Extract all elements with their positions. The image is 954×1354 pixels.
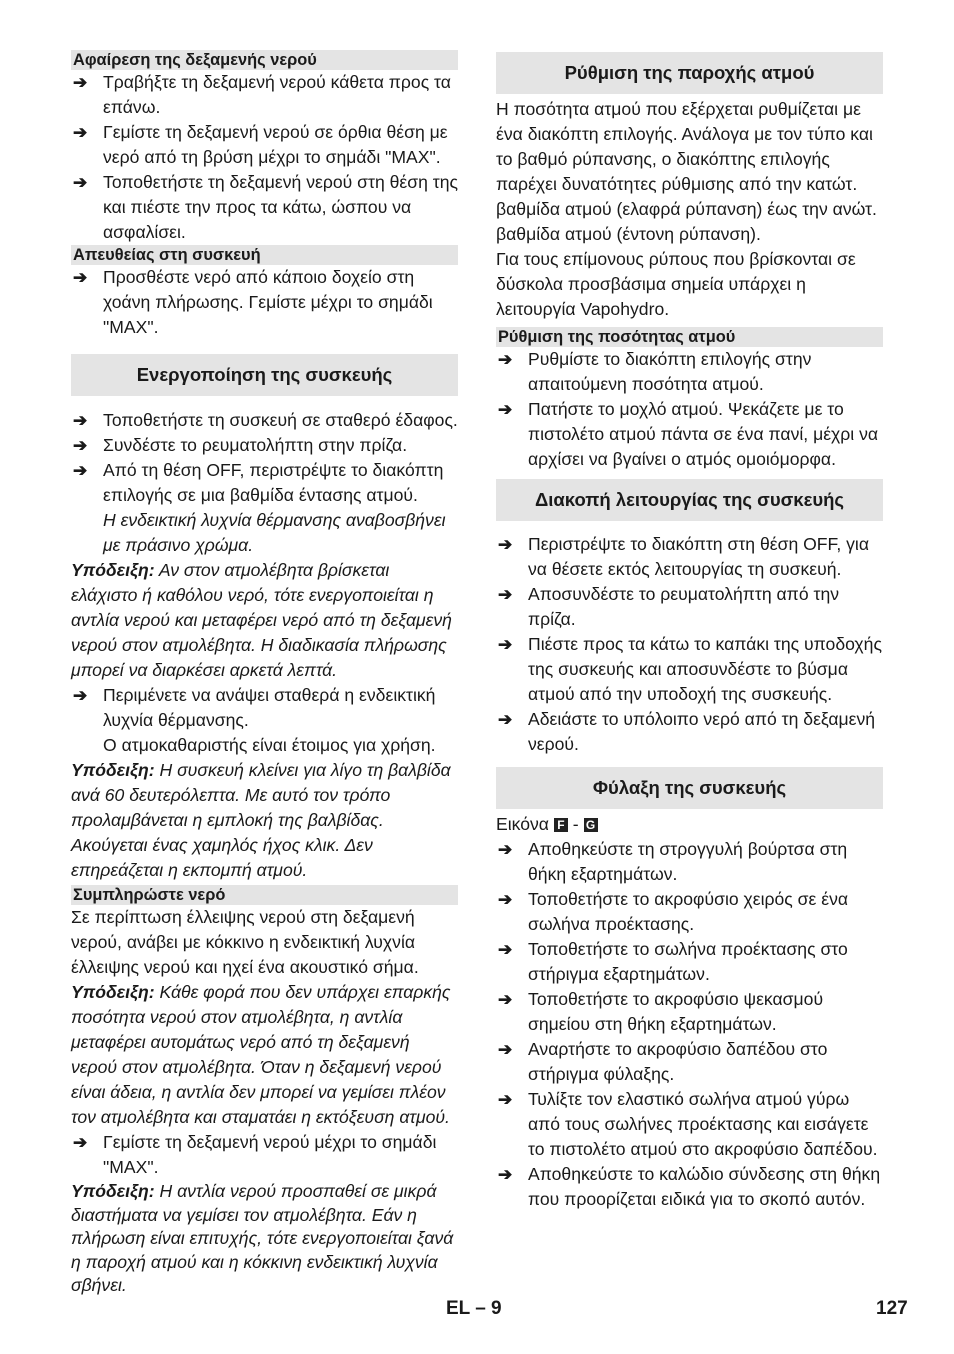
storage-heading: Φύλαξη της συσκευής: [496, 767, 883, 809]
list-item: ➔ Αποθηκεύστε το καλώδιο σύνδεσης στη θήκη που προορίζεται ειδικά για το σκοπό αυτόν.: [498, 1164, 881, 1209]
steam-text-2: Για τους επίμονους ρύπους που βρίσκονται σε δύσκολα προσβάσιμα σημεία υπάρχει η λειτουργία Vapohydro.: [496, 249, 856, 319]
arrow-right-icon: ➔: [498, 990, 513, 1009]
arrow-right-icon: ➔: [498, 840, 513, 859]
list-item: ➔ Περιστρέψτε το διακόπτη στη θέση OFF, για να θέσετε εκτός λειτουργίας τη συσκευή.: [498, 534, 869, 579]
steam-text: Η ποσότητα ατμού που εξέρχεται ρυθμίζεται με ένα διακόπτη επιλογής. Ανάλογα με τον τύπο και το βαθμό ρύπανσης, ο διακόπτης επιλογής παρέχει δυνατότητες ρύθμισης από την κατώτ. βαθμίδα ατμού (ελαφρά ρύπανση) έως την ανώτ. βαθμίδα ατμού (έντονη ρύπανση).: [496, 99, 877, 244]
page-number: 127: [876, 1298, 908, 1319]
arrow-right-icon: ➔: [73, 436, 88, 455]
note-paragraph: Υπόδειξη: Η αντλία νερού προσπαθεί σε μικρά διαστήματα να γεμίσει τον ατμολέβητα. Εάν η πλήρωση είναι επιτυχής, τότε ενεργοποιείται ξανά η παροχή ατμού και η κόκκινη ενδεικτική λυχνία σβήνει.: [71, 1181, 454, 1295]
list-item: ➔ Γεμίστε τη δεξαμενή νερού μέχρι το σημάδι "MAX".: [73, 1132, 437, 1177]
arrow-right-icon: ➔: [73, 73, 88, 92]
arrow-right-icon: ➔: [73, 173, 88, 192]
list-item: ➔ Από τη θέση OFF, περιστρέψτε το διακόπτη επιλογής σε μια βαθμίδα έντασης ατμού.: [73, 460, 444, 505]
list-item: ➔ Περιμένετε να ανάψει σταθερά η ενδεικτική λυχνία θέρμανσης.: [73, 685, 436, 730]
list-item: ➔ Πιέστε προς τα κάτω το καπάκι της υποδοχής της συσκευής και αποσυνδέστε το βύσμα ατμού από την υποδοχή της συσκευής.: [498, 634, 882, 704]
note-paragraph: Υπόδειξη: Κάθε φορά που δεν υπάρχει επαρκής ποσότητα νερού στον ατμολέβητα, η αντλία μεταφέρει αυτομάτως νερό από τη δεξαμενή νερού στον ατμολέβητα. Όταν η δεξαμενή νερού είναι άδεια, η αντλία δεν μπορεί να γεμίσει πλέον τον ατμολέβητα και σταματάει η εκτόξευση ατμού.: [71, 982, 451, 1127]
list-item: ➔ Τοποθετήστε το ακροφύσιο χειρός σε ένα σωλήνα προέκτασης.: [498, 889, 849, 934]
direct-heading: Απευθείας στη συσκευή: [71, 245, 458, 265]
arrow-right-icon: ➔: [498, 710, 513, 729]
arrow-right-icon: ➔: [498, 940, 513, 959]
power-on-heading: Ενεργοποίηση της συσκευής: [71, 354, 458, 396]
note-paragraph: Υπόδειξη: Η συσκευή κλείνει για λίγο τη βαλβίδα ανά 60 δευτερόλεπτα. Με αυτό τον τρόπο προλαμβάνεται η εμπλοκή της βαλβίδας. Ακούγεται ένας χαμηλός ήχος κλικ. Δεν επηρεάζεται η εκπομπή ατμού.: [71, 760, 451, 880]
refill-heading: Συμπληρώστε νερό: [71, 885, 458, 905]
list-item: ➔ Ρυθμίστε το διακόπτη επιλογής στην απαιτούμενη ποσότητα ατμού.: [498, 349, 812, 394]
figure-reference: Εικόνα F - G: [496, 812, 883, 837]
remove-tank-heading: Αφαίρεση της δεξαμενής νερού: [71, 50, 458, 70]
arrow-right-icon: ➔: [498, 400, 513, 419]
list-item: ➔ Τοποθετήστε το σωλήνα προέκτασης στο στήριγμα εξαρτημάτων.: [498, 939, 848, 984]
list-item: ➔ Προσθέστε νερό από κάποιο δοχείο στη χοάνη πλήρωσης. Γεμίστε μέχρι το σημάδι "MAX".: [73, 267, 433, 337]
arrow-right-icon: ➔: [498, 535, 513, 554]
list-item: ➔ Τοποθετήστε τη δεξαμενή νερού στη θέση της και πιέστε την προς τα κάτω, ώσπου να ασφαλίσει.: [73, 172, 459, 242]
arrow-right-icon: ➔: [498, 585, 513, 604]
note-paragraph: Υπόδειξη: Αν στον ατμολέβητα βρίσκεται ελάχιστο ή καθόλου νερό, τότε ενεργοποιείται η αντλία νερού και μεταφέρει νερό από τη δεξαμενή νερού στον ατμολέβητα. Η διαδικασία πλήρωσης μπορεί να διαρκέσει αρκετά λεπτά.: [71, 560, 452, 680]
list-item: ➔ Τραβήξτε τη δεξαμενή νερού κάθετα προς τα επάνω.: [73, 72, 451, 117]
arrow-right-icon: ➔: [73, 268, 88, 287]
list-item: ➔ Αναρτήστε το ακροφύσιο δαπέδου στο στήριγμα φύλαξης.: [498, 1039, 828, 1084]
arrow-right-icon: ➔: [498, 890, 513, 909]
figure-f-label: F: [554, 818, 568, 832]
ready-text: Ο ατμοκαθαριστής είναι έτοιμος για χρήση.: [103, 735, 436, 755]
list-item: ➔ Τυλίξτε τον ελαστικό σωλήνα ατμού γύρω από τους σωλήνες προέκτασης και εισάγετε το πιστολέτο ατμού στο ακροφύσιο δαπέδου.: [498, 1089, 878, 1159]
amount-heading: Ρύθμιση της ποσότητας ατμού: [496, 327, 883, 347]
list-item: ➔ Αποσυνδέστε το ρευματολήπτη από την πρίζα.: [498, 584, 840, 629]
list-item: ➔ Συνδέστε το ρευματολήπτη στην πρίζα.: [71, 433, 458, 458]
list-item: ➔ Γεμίστε τη δεξαμενή νερού σε όρθια θέση με νερό από τη βρύση μέχρι το σημάδι "MAX".: [73, 122, 448, 167]
arrow-right-icon: ➔: [73, 123, 88, 142]
arrow-right-icon: ➔: [498, 1165, 513, 1184]
indicator-note: Η ενδεικτική λυχνία θέρμανσης αναβοσβήνει με πράσινο χρώμα.: [103, 510, 446, 555]
list-item: ➔ Τοποθετήστε τη συσκευή σε σταθερό έδαφος.: [71, 408, 458, 433]
shutdown-heading: Διακοπή λειτουργίας της συσκευής: [496, 479, 883, 521]
figure-g-label: G: [584, 818, 598, 832]
arrow-right-icon: ➔: [73, 411, 88, 430]
right-column: [496, 50, 883, 1212]
arrow-right-icon: ➔: [498, 1040, 513, 1059]
arrow-right-icon: ➔: [73, 686, 88, 705]
list-item: ➔ Πατήστε το μοχλό ατμού. Ψεκάζετε με το πιστολέτο ατμού πάντα σε ένα πανί, μέχρι να αρχίσει να βγαίνει ο ατμός ομοιόμορφα.: [498, 399, 879, 469]
arrow-right-icon: ➔: [498, 350, 513, 369]
list-item: ➔ Τοποθετήστε το ακροφύσιο ψεκασμού σημείου στη θήκη εξαρτημάτων.: [498, 989, 824, 1034]
arrow-right-icon: ➔: [73, 461, 88, 480]
footer-section-label: EL – 9: [446, 1298, 502, 1319]
refill-text: Σε περίπτωση έλλειψης νερού στη δεξαμενή νερού, ανάβει με κόκκινο η ενδεικτική λυχνία έλλειψης νερού και ηχεί ένα ακουστικό σήμα.: [71, 907, 419, 977]
arrow-right-icon: ➔: [498, 1090, 513, 1109]
arrow-right-icon: ➔: [498, 635, 513, 654]
arrow-right-icon: ➔: [73, 1133, 88, 1152]
list-item: ➔ Αδειάστε το υπόλοιπο νερό από τη δεξαμενή νερού.: [498, 709, 876, 754]
left-column: [71, 50, 458, 1298]
steam-heading: Ρύθμιση της παροχής ατμού: [496, 52, 883, 94]
list-item: ➔ Αποθηκεύστε τη στρογγυλή βούρτσα στη θήκη εξαρτημάτων.: [498, 839, 848, 884]
